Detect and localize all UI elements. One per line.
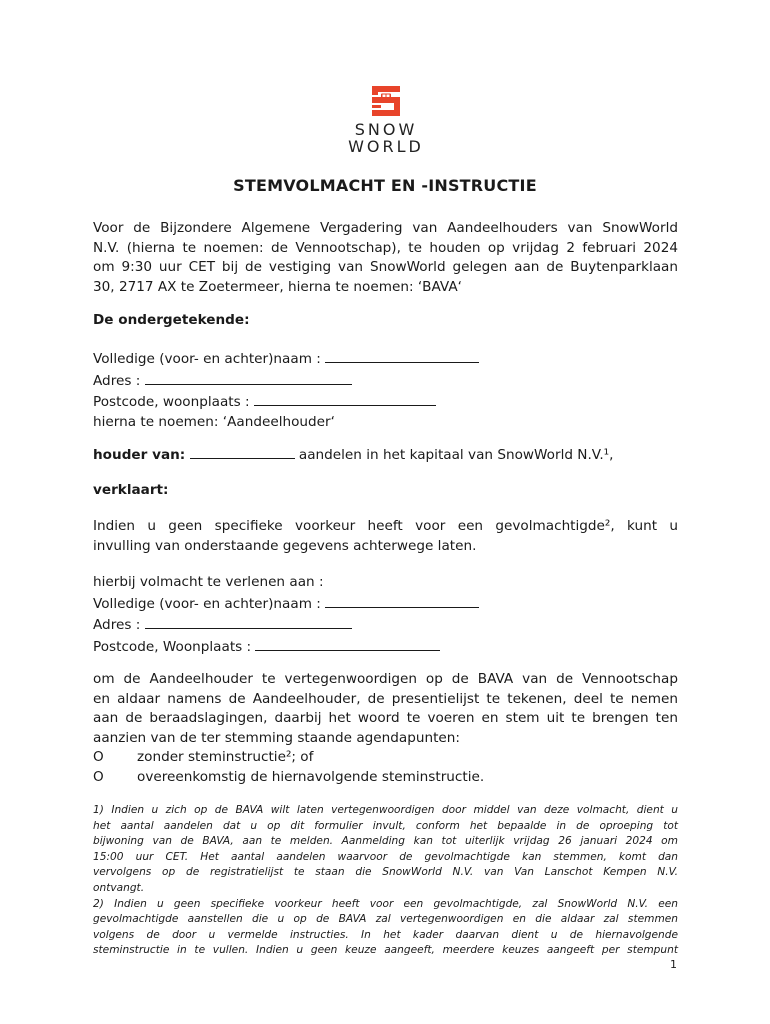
mandate-paragraph [93,670,678,787]
shares-count-field[interactable] [190,444,295,459]
postcode-label: Postcode, woonplaats : [93,394,254,410]
holder-label: houder van: [93,447,186,463]
holder-text: aandelen in het kapitaal van SnowWorld N.V.¹, [294,447,614,463]
option-text: overeenkomstig de hiernavolgende steminstructie. [137,768,485,785]
logo-line-2: WORLD [348,137,424,156]
page-title: STEMVOLMACHT EN -INSTRUCTIE [233,176,537,195]
holder-line [93,444,678,466]
no-preference-paragraph [93,517,678,556]
proxy-name-field[interactable] [325,593,479,608]
page-number: 1 [670,958,677,971]
mandate-line: en aldaar namens de Aandeelhouder, de presentielijst te tekenen, deel te nemen [93,690,678,707]
proxy-postcode-field[interactable] [255,636,440,651]
declares-heading: verklaart: [93,482,169,498]
option-without-instruction[interactable] [93,748,678,768]
proxy-name-label: Volledige (voor- en achter)naam : [93,595,326,612]
intro-line: N.V. (hierna te noemen: de Vennootschap), te houden op vrijdag 2 februari 2024 [93,239,678,256]
intro-line: 30, 2717 AX te Zoetermeer, hierna te noemen: ‘BAVA‘ [93,278,462,295]
undersigned-block [93,348,678,432]
intro-line: Voor de Bijzondere Algemene Vergadering van Aandeelhouders van SnowWorld [93,220,678,236]
snowworld-logo [346,86,426,155]
footnote-line: volgens de door u vermelde instructies. In het kader daarvan dient u de hiernavolgende [93,928,678,941]
option-with-instruction[interactable] [93,768,678,788]
option-radio-marker[interactable]: O [93,749,104,765]
footnote-line: gevolmachtigde aanstellen die u op de BAVA zal vertegenwoordigen en die aldaar zal stemmen [93,913,678,926]
proxy-postcode-label: Postcode, Woonplaats : [93,638,256,655]
proxy-intro: hierbij volmacht te verlenen aan : [93,574,324,590]
intro-paragraph [93,219,678,297]
undersigned-address-field[interactable] [145,370,352,385]
proxy-address-row [93,614,678,636]
proxy-postcode-row [93,636,678,658]
intro-line: om 9:30 uur CET bij de vestiging van SnowWorld gelegen aan de Buytenparklaan [93,259,678,275]
logo-line-1: SNOW [354,120,418,139]
proxy-address-label: Adres : [93,617,145,633]
proxy-name-row [93,593,678,615]
mandate-line: aanzien van de ter stemming staande agendapunten: [93,729,460,746]
address-label: Adres : [93,372,145,389]
proxy-address-field[interactable] [145,614,352,629]
undersigned-postcode-row [93,391,678,413]
footnote-line: 1) Indien u zich op de BAVA wilt laten vertegenwoordigen door middel van deze volmacht, dient u [93,804,678,816]
footnote-line: bijwoning van de BAVA, aan te melden. Aanmelding kan tot uiterlijk vrijdag 26 januari 2024 om [93,835,678,848]
undersigned-postcode-field[interactable] [254,391,436,406]
undersigned-heading: De ondergetekende: [93,312,250,328]
undersigned-name-field[interactable] [325,348,479,363]
defined-as-text: hierna te noemen: ‘Aandeelhouder‘ [93,413,335,430]
proxy-block [93,573,678,657]
no-preference-line: invulling van onderstaande gegevens achterwege laten. [93,537,477,554]
footnote-line: het aantal aandelen dat u op dit formulier invult, conform het bepaalde in de oproeping tot [93,819,678,832]
footnote-line: steminstructie in te vullen. Indien u geen keuze aangeeft, meerdere keuzes aangeeft per stempunt [93,944,678,957]
mandate-line: om de Aandeelhouder te vertegenwoordigen op de BAVA van de Vennootschap [93,671,678,687]
no-preference-line: Indien u geen specifieke voorkeur heeft voor een gevolmachtigde², kunt u [93,518,678,534]
undersigned-address-row [93,370,678,392]
option-text: zonder steminstructie²; of [137,749,314,765]
undersigned-name-row [93,348,678,370]
footnote-line: ontvangt. [93,881,145,894]
option-radio-marker[interactable]: O [93,768,104,785]
snowworld-logo-icon [369,86,403,116]
mandate-line: aan de beraadslagingen, daarbij het woord te voeren en stem uit te brengen ten [93,710,678,726]
name-label: Volledige (voor- en achter)naam : [93,351,326,367]
footnote-line: 2) Indien u geen specifieke voorkeur heeft voor een gevolmachtigde, zal SnowWorld N.V. een [93,897,678,910]
footnote-line: vervolgens op de registratielijst te staan die SnowWorld N.V. van Van Lanschot Kempen N.V. [93,866,678,879]
footnote-line: 15:00 uur CET. Het aantal aandelen waarvoor de gevolmachtigde kan stemmen, komt dan [93,850,678,863]
footnotes [93,803,678,959]
